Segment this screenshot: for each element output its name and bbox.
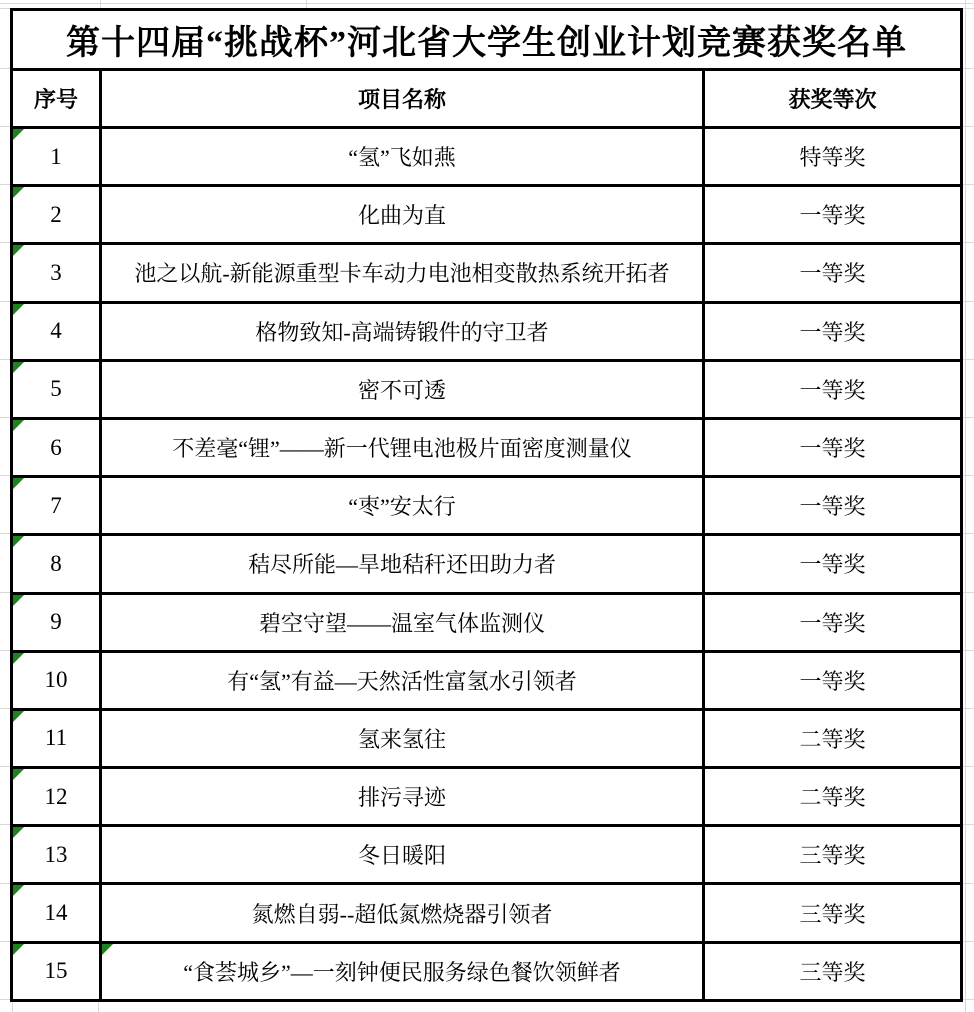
table-row xyxy=(12,186,962,244)
error-indicator-icon xyxy=(13,827,24,838)
award-level-cell[interactable] xyxy=(704,593,962,651)
sheet-gridline-row-stub xyxy=(0,941,10,942)
row-number: 10 xyxy=(44,667,68,693)
table-row xyxy=(12,535,962,593)
row-number-cell[interactable] xyxy=(12,593,101,651)
project-name: 化曲为直 xyxy=(357,203,446,229)
row-number-cell[interactable] xyxy=(12,477,101,535)
award-table xyxy=(10,8,963,1002)
project-name: 排污寻迹 xyxy=(357,785,446,811)
row-number: 2 xyxy=(50,201,62,227)
table-row xyxy=(12,651,962,709)
project-name: 碧空守望——温室气体监测仪 xyxy=(258,610,545,636)
row-number: 5 xyxy=(50,376,62,402)
row-number: 6 xyxy=(50,434,62,460)
award-level: 三等奖 xyxy=(799,959,866,985)
award-level-cell[interactable] xyxy=(704,418,962,476)
sheet-gridline-row-stub xyxy=(0,999,10,1000)
project-name-cell[interactable] xyxy=(101,768,704,826)
row-number: 14 xyxy=(44,900,68,926)
table-row xyxy=(12,477,962,535)
award-level: 三等奖 xyxy=(799,843,866,869)
sheet-gridline-row-stub xyxy=(0,475,10,476)
table-header-row xyxy=(12,70,962,128)
project-name-cell[interactable] xyxy=(101,128,704,186)
sheet-gridline-row-stub xyxy=(0,883,10,884)
sheet-gridline-col-stub xyxy=(306,0,307,8)
sheet-gridline-row-stub xyxy=(0,8,10,9)
error-indicator-icon xyxy=(13,187,24,198)
award-level: 一等奖 xyxy=(799,552,866,578)
row-number-cell[interactable] xyxy=(12,244,101,302)
row-number: 12 xyxy=(44,783,68,809)
project-name-cell[interactable] xyxy=(101,360,704,418)
award-level-cell[interactable] xyxy=(704,128,962,186)
award-level-cell[interactable] xyxy=(704,186,962,244)
award-level: 一等奖 xyxy=(799,203,866,229)
error-indicator-icon xyxy=(13,711,24,722)
award-level-cell[interactable] xyxy=(704,477,962,535)
table-row xyxy=(12,884,962,942)
project-name-cell[interactable] xyxy=(101,942,704,1000)
row-number-cell[interactable] xyxy=(12,418,101,476)
project-name: 池之以航-新能源重型卡车动力电池相变散热系统开拓者 xyxy=(134,261,670,287)
error-indicator-icon xyxy=(13,420,24,431)
project-name: 有“氢”有益—天然活性富氢水引领者 xyxy=(227,668,577,694)
error-indicator-icon xyxy=(13,245,24,256)
error-indicator-icon xyxy=(13,885,24,896)
award-level: 二等奖 xyxy=(799,726,866,752)
award-level: 二等奖 xyxy=(799,785,866,811)
project-name-cell[interactable] xyxy=(101,593,704,651)
award-level-cell[interactable] xyxy=(704,244,962,302)
sheet-gridline-col-stub xyxy=(100,0,101,8)
row-number-cell[interactable] xyxy=(12,302,101,360)
award-level-cell[interactable] xyxy=(704,768,962,826)
row-number-cell[interactable] xyxy=(12,186,101,244)
table-row xyxy=(12,942,962,1000)
award-level: 一等奖 xyxy=(799,668,866,694)
award-level: 一等奖 xyxy=(799,377,866,403)
error-indicator-icon xyxy=(13,304,24,315)
sheet-gridline-top xyxy=(0,3,974,4)
row-number: 11 xyxy=(44,725,68,751)
table-row xyxy=(12,826,962,884)
award-level: 一等奖 xyxy=(799,436,866,462)
award-level-cell[interactable] xyxy=(704,651,962,709)
project-name: 格物致知-高端铸锻件的守卫者 xyxy=(255,319,549,345)
row-number: 1 xyxy=(50,143,62,169)
sheet-gridline-row-stub xyxy=(0,824,10,825)
error-indicator-icon xyxy=(102,944,113,955)
table-row xyxy=(12,709,962,767)
row-number: 4 xyxy=(50,318,62,344)
table-row xyxy=(12,768,962,826)
row-number: 9 xyxy=(50,609,62,635)
row-number-cell[interactable] xyxy=(12,768,101,826)
row-number-cell[interactable] xyxy=(12,360,101,418)
award-level-cell[interactable] xyxy=(704,942,962,1000)
table-row xyxy=(12,302,962,360)
sheet-gridline-row-stub xyxy=(0,68,10,69)
table-row xyxy=(12,244,962,302)
award-level: 特等奖 xyxy=(799,145,866,171)
award-level-cell[interactable] xyxy=(704,709,962,767)
error-indicator-icon xyxy=(13,595,24,606)
row-number-cell[interactable] xyxy=(12,709,101,767)
error-indicator-icon xyxy=(13,129,24,140)
row-number-cell[interactable] xyxy=(12,826,101,884)
project-name: 密不可透 xyxy=(357,377,446,403)
table-row xyxy=(12,360,962,418)
project-name: 不差毫“锂”——新一代锂电池极片面密度测量仪 xyxy=(172,436,632,462)
table-row xyxy=(12,593,962,651)
error-indicator-icon xyxy=(13,769,24,780)
row-number-cell[interactable] xyxy=(12,651,101,709)
award-level-cell[interactable] xyxy=(704,826,962,884)
row-number-cell[interactable] xyxy=(12,535,101,593)
project-name-cell[interactable] xyxy=(101,826,704,884)
project-name-cell[interactable] xyxy=(101,651,704,709)
award-level: 一等奖 xyxy=(799,261,866,287)
sheet-gridline-row-stub xyxy=(0,184,10,185)
project-name: “食荟城乡”—一刻钟便民服务绿色餐饮领鲜者 xyxy=(183,959,621,985)
project-name-cell[interactable] xyxy=(101,477,704,535)
error-indicator-icon xyxy=(13,362,24,373)
award-level-cell[interactable] xyxy=(704,302,962,360)
award-level-cell[interactable] xyxy=(704,535,962,593)
table-title-row xyxy=(12,10,962,70)
table-row xyxy=(12,128,962,186)
project-name: “枣”安太行 xyxy=(348,494,456,520)
project-name-cell[interactable] xyxy=(101,186,704,244)
project-name-cell[interactable] xyxy=(101,884,704,942)
error-indicator-icon xyxy=(13,944,24,955)
project-name-cell[interactable] xyxy=(101,418,704,476)
award-level: 一等奖 xyxy=(799,319,866,345)
sheet-gridline-row-stub xyxy=(0,650,10,651)
row-number: 7 xyxy=(50,492,62,518)
row-number-cell[interactable] xyxy=(12,942,101,1000)
award-level-cell[interactable] xyxy=(704,884,962,942)
sheet-gridline-row-stub xyxy=(0,359,10,360)
col-header-project[interactable]: 项目名称 xyxy=(101,70,704,128)
project-name: 冬日暖阳 xyxy=(357,843,446,869)
award-level: 一等奖 xyxy=(799,610,866,636)
row-number: 13 xyxy=(44,841,68,867)
project-name: “氢”飞如燕 xyxy=(348,145,456,171)
row-number: 3 xyxy=(50,259,62,285)
col-header-award[interactable]: 获奖等次 xyxy=(704,70,962,128)
error-indicator-icon xyxy=(13,478,24,489)
project-name-cell[interactable] xyxy=(101,302,704,360)
sheet-gridline-row-stub xyxy=(0,126,10,127)
col-header-no[interactable]: 序号 xyxy=(12,70,101,128)
row-number-cell[interactable] xyxy=(12,884,101,942)
project-name: 氮燃自弱--超低氮燃烧器引领者 xyxy=(251,901,553,927)
project-name: 秸尽所能—旱地秸秆还田助力者 xyxy=(247,552,556,578)
sheet-gridline-row-stub xyxy=(0,766,10,767)
sheet-gridline-row-stub xyxy=(0,417,10,418)
sheet-gridline-right xyxy=(965,0,966,1012)
award-level-cell[interactable] xyxy=(704,360,962,418)
award-level: 一等奖 xyxy=(799,494,866,520)
project-name-cell[interactable] xyxy=(101,244,704,302)
project-name-cell[interactable] xyxy=(101,535,704,593)
project-name: 氢来氢往 xyxy=(357,726,446,752)
error-indicator-icon xyxy=(13,653,24,664)
table-row xyxy=(12,418,962,476)
project-name-cell[interactable] xyxy=(101,709,704,767)
sheet-gridline-row-stub xyxy=(0,301,10,302)
award-level: 三等奖 xyxy=(799,901,866,927)
row-number: 8 xyxy=(50,550,62,576)
sheet-gridline-row-stub xyxy=(0,708,10,709)
sheet-gridline-row-stub xyxy=(0,242,10,243)
table-title-cell[interactable]: 第十四届“挑战杯”河北省大学生创业计划竞赛获奖名单 xyxy=(12,10,962,70)
sheet-gridline-row-stub xyxy=(0,592,10,593)
sheet-gridline-row-stub xyxy=(0,533,10,534)
row-number: 15 xyxy=(44,958,68,984)
row-number-cell[interactable] xyxy=(12,128,101,186)
error-indicator-icon xyxy=(13,536,24,547)
